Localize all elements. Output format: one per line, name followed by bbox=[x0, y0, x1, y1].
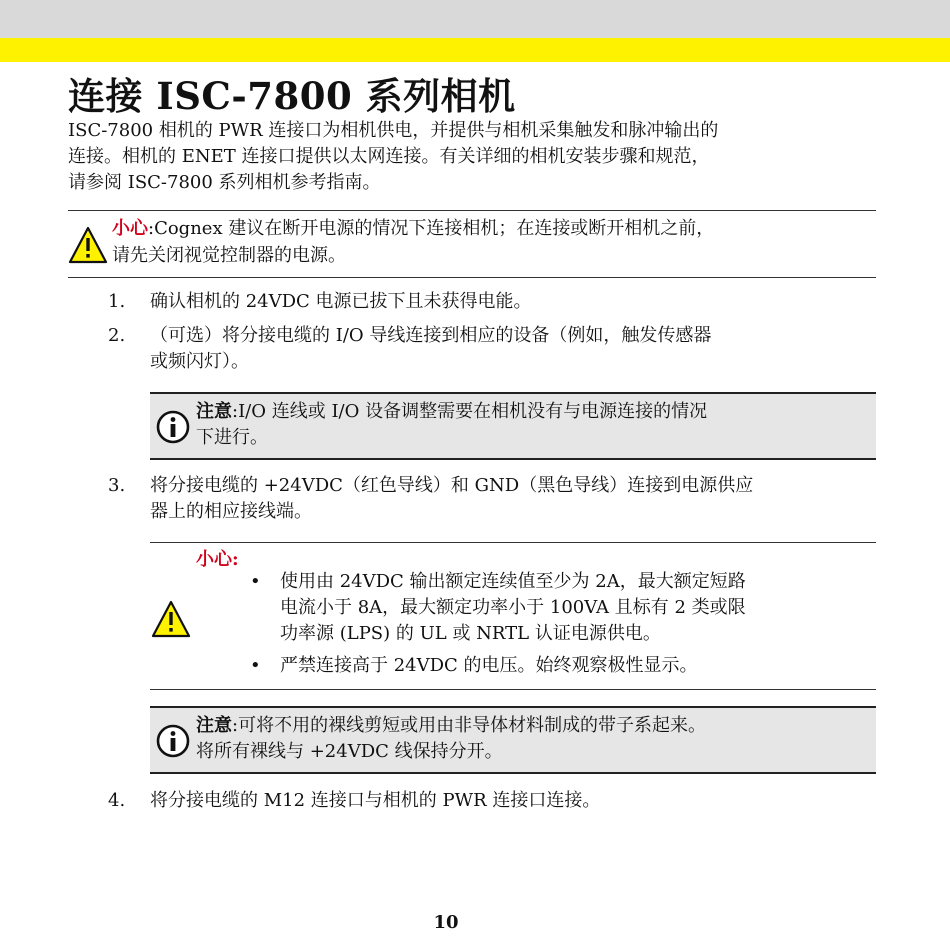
step-text: 器上的相应接线端。 bbox=[150, 501, 312, 522]
note-line: :I/O 连线或 I/O 设备调整需要在相机没有与电源连接的情况 bbox=[232, 401, 708, 422]
header-gray-band bbox=[0, 0, 950, 38]
caution-bullet bbox=[250, 653, 850, 679]
bullet-dot: • bbox=[250, 655, 261, 676]
intro-line: 请参阅 ISC-7800 系列相机参考指南。 bbox=[68, 172, 381, 193]
bullet-dot: • bbox=[250, 571, 261, 592]
header-yellow-band bbox=[0, 38, 950, 62]
step-number: 3. bbox=[108, 475, 126, 496]
caution-callout-power-supply bbox=[150, 542, 876, 690]
note-callout-io-wiring bbox=[150, 392, 876, 460]
step-number: 2. bbox=[108, 325, 126, 346]
warning-triangle-icon bbox=[150, 599, 192, 639]
bullet-line: 电流小于 8A，最大额定功率小于 100VA 且标有 2 类或限 bbox=[280, 597, 746, 618]
step-text: （可选）将分接电缆的 I/O 导线连接到相应的设备（例如，触发传感器 bbox=[150, 325, 712, 346]
note-label: 注意 bbox=[196, 715, 232, 736]
step-number: 4. bbox=[108, 790, 126, 811]
note-text bbox=[196, 713, 866, 765]
caution-label: 小心 bbox=[112, 218, 148, 239]
step-text: 或频闪灯）。 bbox=[150, 351, 249, 372]
info-circle-icon bbox=[156, 410, 190, 444]
note-line: 将所有裸线与 +24VDC 线保持分开。 bbox=[196, 741, 503, 762]
caution-text bbox=[112, 215, 872, 269]
step-text: 将分接电缆的 +24VDC（红色导线）和 GND（黑色导线）连接到电源供应 bbox=[150, 475, 754, 496]
caution-line: :Cognex 建议在断开电源的情况下连接相机；在连接或断开相机之前， bbox=[148, 218, 715, 239]
step-text: 将分接电缆的 M12 连接口与相机的 PWR 连接口连接。 bbox=[150, 790, 601, 811]
page-title: 连接 ISC-7800 系列相机 bbox=[68, 74, 516, 118]
caution-bullet bbox=[250, 569, 850, 647]
caution-label: 小心: bbox=[196, 549, 239, 570]
note-callout-bare-wires bbox=[150, 706, 876, 774]
warning-triangle-icon bbox=[68, 225, 108, 265]
page-number: 10 bbox=[433, 912, 459, 933]
caution-bullet-list bbox=[250, 569, 850, 685]
bullet-line: 使用由 24VDC 输出额定连续值至少为 2A，最大额定短路 bbox=[280, 571, 746, 592]
intro-line: ISC-7800 相机的 PWR 连接口为相机供电，并提供与相机采集触发和脉冲输出的 bbox=[68, 120, 719, 141]
note-line: :可将不用的裸线剪短或用由非导体材料制成的带子系起来。 bbox=[232, 715, 707, 736]
note-text bbox=[196, 399, 866, 451]
step-text: 确认相机的 24VDC 电源已拔下且未获得电能。 bbox=[150, 291, 532, 312]
intro-line: 连接。相机的 ENET 连接口提供以太网连接。有关详细的相机安装步骤和规范， bbox=[68, 146, 710, 167]
note-label: 注意 bbox=[196, 401, 232, 422]
step-number: 1. bbox=[108, 291, 126, 312]
intro-paragraph bbox=[68, 118, 868, 196]
info-circle-icon bbox=[156, 724, 190, 758]
caution-callout-disconnect-power bbox=[68, 210, 876, 278]
bullet-line: 严禁连接高于 24VDC 的电压。始终观察极性显示。 bbox=[280, 655, 698, 676]
bullet-line: 功率源 (LPS) 的 UL 或 NRTL 认证电源供电。 bbox=[280, 623, 661, 644]
caution-line: 请先关闭视觉控制器的电源。 bbox=[112, 245, 346, 266]
note-line: 下进行。 bbox=[196, 427, 268, 448]
